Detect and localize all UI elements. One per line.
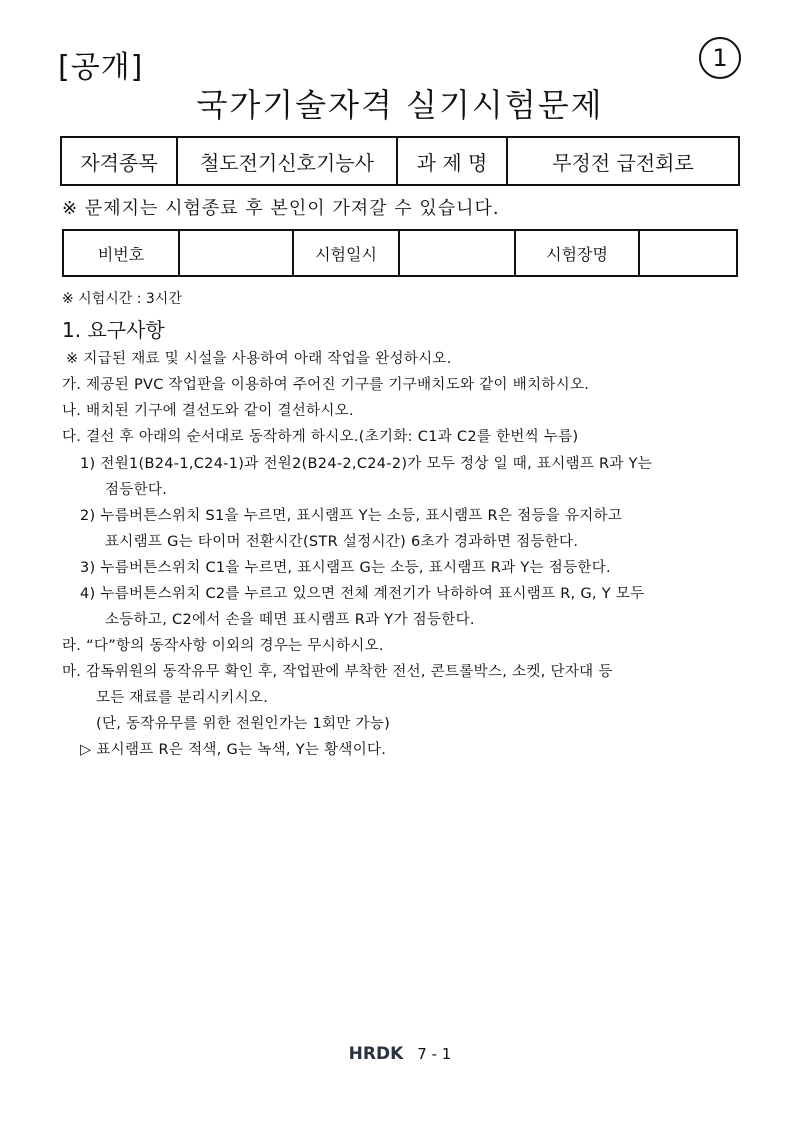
- value-exam-place: [639, 230, 737, 276]
- requirement-line: 라. “다”항의 동작사항 이외의 경우는 무시하시오.: [62, 638, 384, 654]
- requirement-line: 4) 누름버튼스위치 C2를 누르고 있으면 전체 계전기가 낙하하여 표시램프 R, G, Y 모두: [80, 586, 645, 602]
- page-footer: [0, 1044, 800, 1064]
- label-exam-date: 시험일시: [293, 230, 399, 276]
- requirement-line: ▷ 표시램프 R은 적색, G는 녹색, Y는 황색이다.: [80, 742, 387, 758]
- requirement-line: 다. 결선 후 아래의 순서대로 동작하게 하시오.(초기화: C1과 C2를 한번씩 누름): [62, 429, 579, 445]
- hrdk-logo: HRDK: [348, 1044, 404, 1064]
- value-exam-date: [399, 230, 515, 276]
- requirement-line: ※ 지급된 재료 및 시설을 사용하여 아래 작업을 완성하시오.: [66, 351, 452, 367]
- section-title: 1. 요구사항: [62, 318, 165, 342]
- requirement-line: 표시램프 G는 타이머 전환시간(STR 설정시간) 6초가 경과하면 점등한다.: [105, 534, 579, 550]
- requirement-line: 나. 배치된 기구에 결선도와 같이 결선하시오.: [62, 403, 354, 419]
- page-number: 7 - 1: [417, 1045, 452, 1063]
- page-circle-number: 1: [699, 37, 741, 79]
- requirement-line: 가. 제공된 PVC 작업판을 이용하여 주어진 기구를 기구배치도와 같이 배치하시오.: [62, 377, 590, 393]
- label-seat-number: 비번호: [63, 230, 179, 276]
- exam-time: ※ 시험시간 : 3시간: [62, 291, 182, 307]
- requirement-line: 2) 누름버튼스위치 S1을 누르면, 표시램프 Y는 소등, 표시램프 R은 점등을 유지하고: [80, 508, 623, 524]
- label-task-name: 과 제 명: [397, 137, 507, 185]
- exam-info-table: [62, 229, 738, 277]
- requirement-line: 점등한다.: [105, 482, 168, 498]
- public-tag: [공개]: [58, 50, 144, 85]
- requirement-line: (단, 동작유무를 위한 전원인가는 1회만 가능): [96, 716, 391, 732]
- qualification-table: [60, 136, 740, 186]
- value-seat-number: [179, 230, 293, 276]
- notice-text: ※ 문제지는 시험종료 후 본인이 가져갈 수 있습니다.: [62, 198, 500, 219]
- value-qualification-kind: 철도전기신호기능사: [177, 137, 397, 185]
- label-qualification-kind: 자격종목: [61, 137, 177, 185]
- requirement-line: 3) 누름버튼스위치 C1을 누르면, 표시램프 G는 소등, 표시램프 R과 Y는 점등한다.: [80, 560, 611, 576]
- requirement-line: 1) 전원1(B24-1,C24-1)과 전원2(B24-2,C24-2)가 모두 정상 일 때, 표시램프 R과 Y는: [80, 456, 653, 472]
- page-title: 국가기술자격 실기시험문제: [196, 86, 604, 124]
- requirement-line: 마. 감독위원의 동작유무 확인 후, 작업판에 부착한 전선, 콘트롤박스, 소켓, 단자대 등: [62, 664, 613, 680]
- requirement-line: 모든 재료를 분리시키시오.: [96, 690, 269, 706]
- requirement-line: 소등하고, C2에서 손을 떼면 표시램프 R과 Y가 점등한다.: [105, 612, 475, 628]
- value-task-name: 무정전 급전회로: [507, 137, 739, 185]
- label-exam-place: 시험장명: [515, 230, 639, 276]
